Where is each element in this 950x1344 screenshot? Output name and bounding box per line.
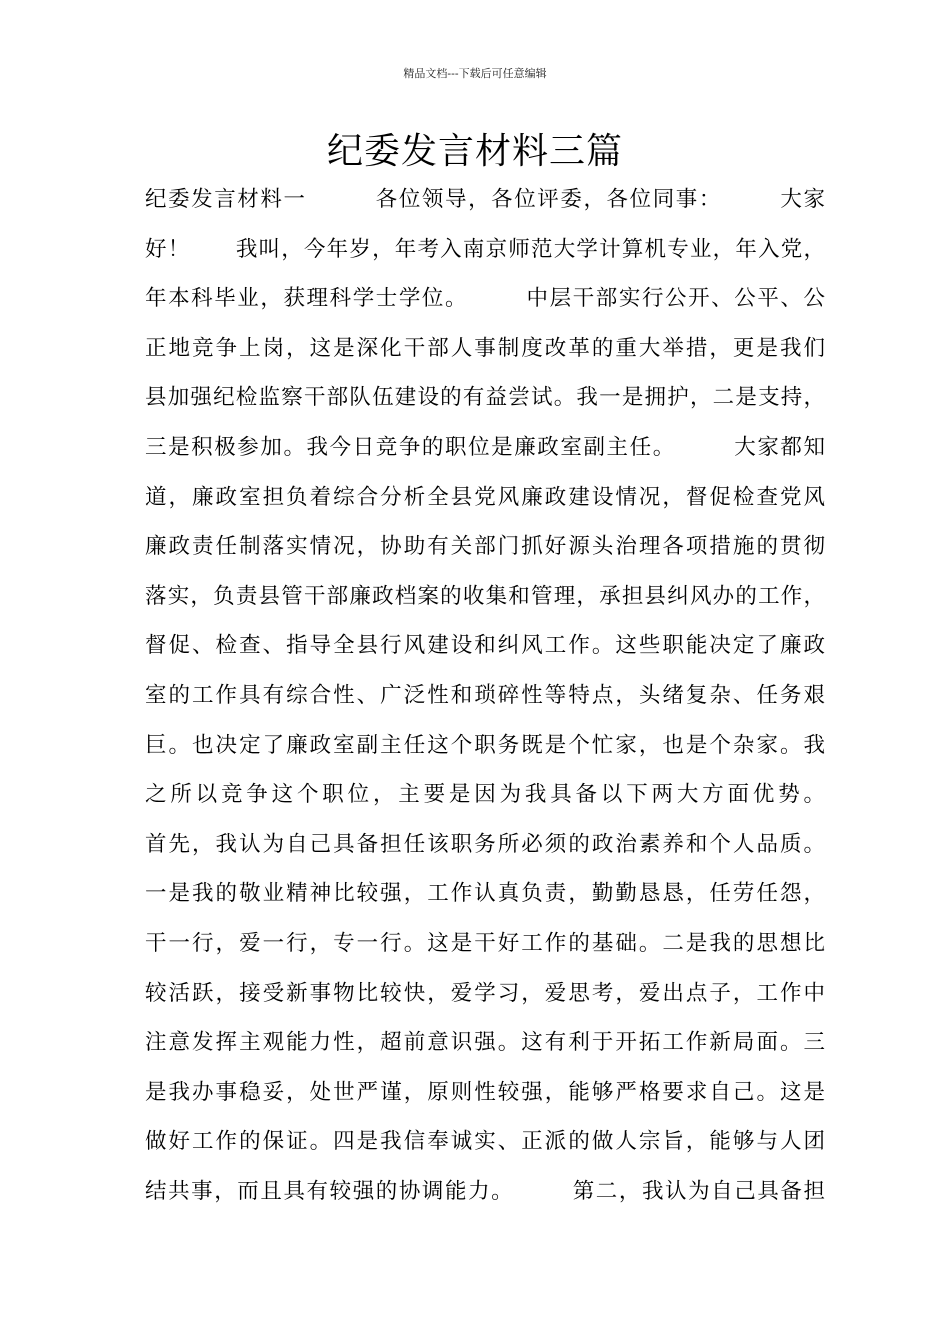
body-line: 较活跃，接受新事物比较快，爱学习，爱思考，爱出点子，工作中	[145, 980, 825, 1006]
body-line: 正地竞争上岗，这是深化干部人事制度改革的重大举措，更是我们	[145, 335, 825, 361]
body-line: 首先，我认为自己具备担任该职务所必须的政治素养和个人品质。	[145, 831, 825, 857]
document-body	[145, 175, 825, 1216]
body-line: 年本科毕业，获理科学士学位。 中层干部实行公开、公平、公	[145, 286, 825, 312]
document-title: 纪委发言材料三篇	[326, 131, 623, 172]
body-line: 三是积极参加。我今日竞争的职位是廉政室副主任。 大家都知	[145, 434, 825, 460]
body-line: 落实，负责县管干部廉政档案的收集和管理，承担县纠风办的工作，	[145, 583, 825, 609]
body-line: 干一行，爱一行，专一行。这是干好工作的基础。二是我的思想比	[145, 930, 825, 956]
body-line: 县加强纪检监察干部队伍建设的有益尝试。我一是拥护，二是支持，	[145, 385, 825, 411]
body-line: 督促、检查、指导全县行风建设和纠风工作。这些职能决定了廉政	[145, 633, 825, 659]
body-line: 注意发挥主观能力性，超前意识强。这有利于开拓工作新局面。三	[145, 1030, 825, 1056]
body-line: 之所以竞争这个职位，主要是因为我具备以下两大方面优势。	[145, 782, 825, 808]
page-header: 精品文档---下载后可任意编辑	[403, 67, 547, 80]
body-line: 做好工作的保证。四是我信奉诚实、正派的做人宗旨，能够与人团	[145, 1129, 825, 1155]
body-line: 道，廉政室担负着综合分析全县党风廉政建设情况，督促检查党风	[145, 484, 825, 510]
body-line: 结共事，而且具有较强的协调能力。 第二，我认为自己具备担	[145, 1178, 825, 1204]
body-line: 室的工作具有综合性、广泛性和琐碎性等特点，头绪复杂、任务艰	[145, 682, 825, 708]
body-line: 廉政责任制落实情况，协助有关部门抓好源头治理各项措施的贯彻	[145, 534, 825, 560]
body-line: 巨。也决定了廉政室副主任这个职务既是个忙家，也是个杂家。我	[145, 732, 825, 758]
body-line: 是我办事稳妥，处世严谨，原则性较强，能够严格要求自己。这是	[145, 1079, 825, 1105]
body-line: 好！ 我叫，今年岁，年考入南京师范大学计算机专业，年入党，	[145, 236, 825, 262]
body-line: 纪委发言材料一 各位领导，各位评委，各位同事： 大家	[145, 187, 825, 212]
body-line: 一是我的敬业精神比较强，工作认真负责，勤勤恳恳，任劳任怨，	[145, 881, 825, 907]
